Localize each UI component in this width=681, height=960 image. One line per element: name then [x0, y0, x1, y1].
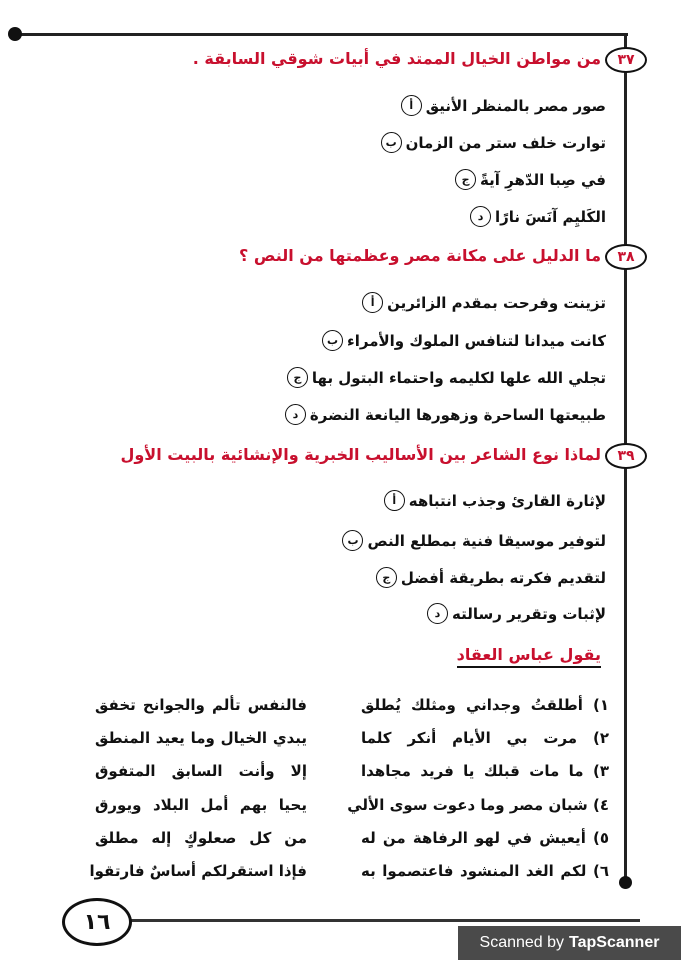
option-text: تجلي الله علها لكليمه واحتماء البتول بها [311, 368, 606, 387]
option-text: لتقديم فكرته بطريقة أفضل [400, 568, 606, 587]
question-38-option-d[interactable] [285, 404, 606, 425]
top-border-dot [8, 27, 22, 41]
option-text: صور مصر بالمنظر الأنيق [425, 96, 606, 115]
question-37-option-b[interactable] [381, 132, 606, 153]
scanner-watermark [458, 926, 681, 960]
side-border-dot [619, 876, 632, 889]
question-39-option-c[interactable] [376, 567, 606, 588]
option-letter: د [427, 603, 448, 624]
top-border-line [10, 33, 628, 36]
question-38-option-c[interactable] [287, 367, 606, 388]
option-letter: ج [455, 169, 476, 190]
question-39-option-b[interactable] [342, 530, 606, 551]
option-text: تزينت وفرحت بمقدم الزائرين [387, 293, 606, 312]
option-letter: ب [381, 132, 402, 153]
question-38-number: ٣٨ [605, 244, 647, 270]
page-number: ١٦ [62, 898, 132, 946]
question-38-text: ما الدليل على مكانة مصر وعظمتها من النص ؟ [239, 246, 601, 265]
option-text: طبيعتها الساحرة وزهورها اليانعة النضرة [309, 405, 606, 424]
option-text: كانت ميدانا لتنافس الملوك والأمراء [347, 331, 606, 350]
question-39-option-d[interactable] [427, 603, 606, 624]
option-letter: ب [322, 330, 343, 351]
option-text: لإثبات وتقرير رسالته [452, 604, 606, 623]
option-text: توارت خلف ستر من الزمان [405, 133, 606, 152]
option-text: لإثارة القارئ وجذب انتباهه [408, 491, 606, 510]
verse-2-second-half: يبدي الخيال وما يعيد المنطق [95, 729, 307, 747]
option-letter: د [470, 206, 491, 227]
verse-1-second-half: فالنفس تألم والجوانح تخفق [95, 696, 307, 714]
question-37-text: من مواطن الخيال الممتد في أبيات شوقي السابقة . [192, 49, 601, 68]
option-letter: ب [342, 530, 363, 551]
verse-1-first-half: ١) أطلقتُ وجداني ومثلك يُطلق [361, 696, 609, 714]
scanner-prefix: Scanned by [479, 934, 565, 951]
question-37-option-a[interactable] [401, 95, 606, 116]
option-letter: د [285, 404, 306, 425]
verse-5-second-half: من كل صعلوكٍ إله مطلق [95, 829, 307, 847]
option-text: لتوفير موسيقا فنية بمطلع النص [367, 531, 606, 550]
option-text: الكَليِم آنَسَ نارًا [495, 207, 606, 226]
question-39-option-a[interactable] [384, 490, 606, 511]
question-37-option-c[interactable] [455, 169, 606, 190]
option-letter: ج [287, 367, 308, 388]
verse-3-second-half: إلا وأنت السابق المتفوق [95, 762, 307, 780]
option-letter: أ [401, 95, 422, 116]
verse-4-second-half: يحيا بهم أمل البلاد ويورق [95, 796, 307, 814]
option-letter: أ [384, 490, 405, 511]
question-37-option-d[interactable] [470, 206, 606, 227]
verse-4-first-half: ٤) شبان مصر وما دعوت سوى الألي [347, 796, 609, 814]
question-38-option-b[interactable] [322, 330, 606, 351]
option-text: في صِبا الدّهرِ آيةً [480, 170, 606, 189]
option-letter: أ [362, 292, 383, 313]
option-letter: ج [376, 567, 397, 588]
footer-line [120, 919, 640, 922]
question-39-text: لماذا نوع الشاعر بين الأساليب الخبرية والإنشائية بالبيت الأول [120, 445, 601, 464]
question-37-number: ٣٧ [605, 47, 647, 73]
verse-6-second-half: فإذا استقرلكم أساسٌ فارتقوا [89, 862, 307, 880]
scanner-brand: TapScanner [569, 934, 660, 951]
question-39-number: ٣٩ [605, 443, 647, 469]
verse-3-first-half: ٣) ما مات قبلك يا فريد مجاهدا [361, 762, 609, 780]
poem-heading: يقول عباس العقاد [457, 645, 601, 668]
verse-5-first-half: ٥) أيعيش في لهو الرفاهة من له [361, 829, 609, 847]
verse-2-first-half: ٢) مرت بي الأيام أنكر كلما [361, 729, 609, 747]
question-38-option-a[interactable] [362, 292, 606, 313]
verse-6-first-half: ٦) لكم الغد المنشود فاعتصموا به [361, 862, 609, 880]
